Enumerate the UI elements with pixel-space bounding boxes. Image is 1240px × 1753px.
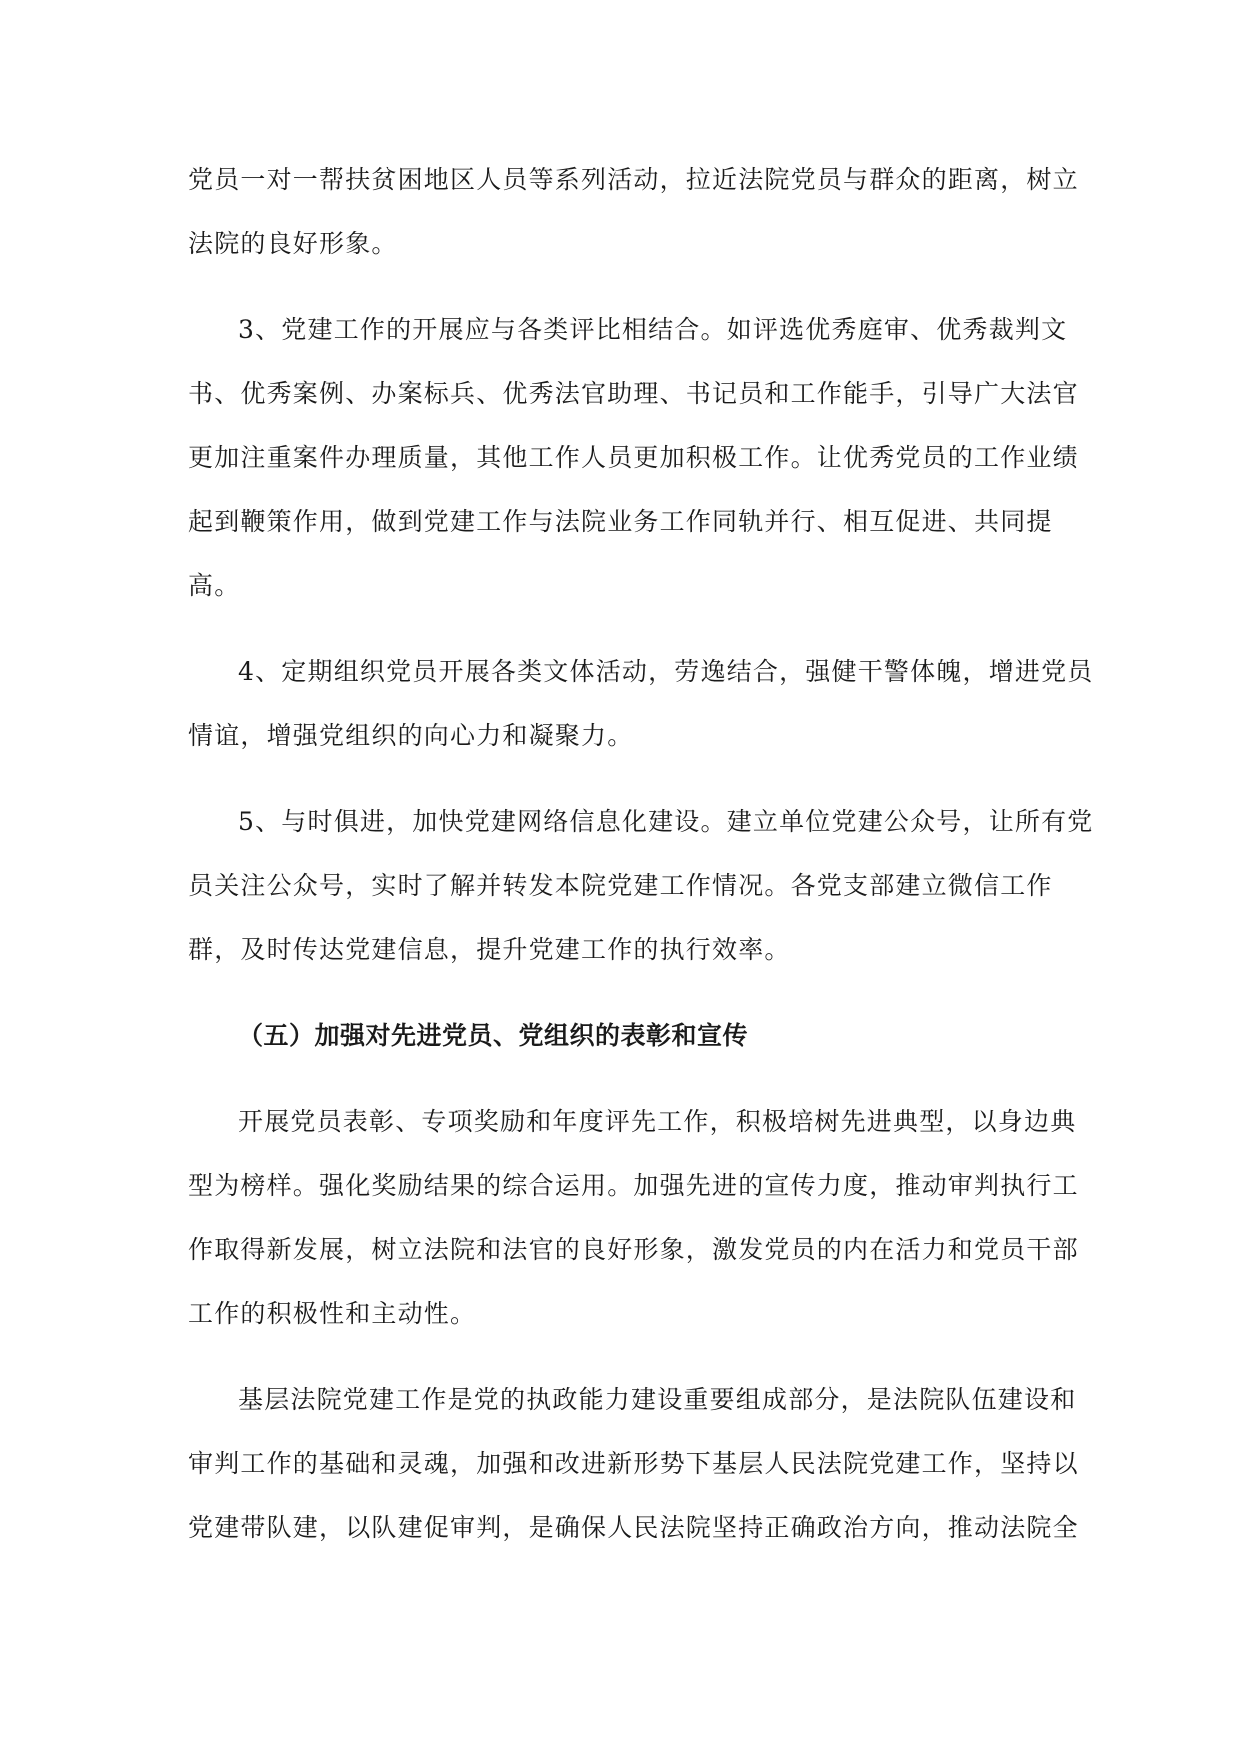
text-line: 党员一对一帮扶贫困地区人员等系列活动，拉近法院党员与群众的距离，树立 bbox=[188, 165, 1079, 194]
paragraph-1 bbox=[188, 148, 1079, 276]
section-heading bbox=[188, 1004, 1056, 1068]
paragraph-conclusion bbox=[188, 1368, 1079, 1560]
text-line: 开展党员表彰、专项奖励和年度评先工作，积极培树先进典型，以身边典 bbox=[238, 1107, 1077, 1136]
text-line: 5、与时俱进，加快党建网络信息化建设。建立单位党建公众号，让所有党 bbox=[238, 807, 1094, 836]
text-line: 审判工作的基础和灵魂，加强和改进新形势下基层人民法院党建工作，坚持以 bbox=[188, 1449, 1079, 1478]
text-line: 群，及时传达党建信息，提升党建工作的执行效率。 bbox=[188, 935, 791, 964]
text-line: 法院的良好形象。 bbox=[188, 229, 398, 258]
paragraph-item-3 bbox=[188, 298, 1079, 618]
text-line: 4、定期组织党员开展各类文体活动，劳逸结合，强健干警体魄，增进党员 bbox=[238, 657, 1094, 686]
heading-line: （五）加强对先进党员、党组织的表彰和宣传 bbox=[238, 1021, 749, 1050]
text-line: 起到鞭策作用，做到党建工作与法院业务工作同轨并行、相互促进、共同提 bbox=[188, 507, 1053, 536]
text-line: 作取得新发展，树立法院和法官的良好形象，激发党员的内在活力和党员干部 bbox=[188, 1235, 1079, 1264]
text-line: 3、党建工作的开展应与各类评比相结合。如评选优秀庭审、优秀裁判文 bbox=[238, 315, 1068, 344]
text-line: 工作的积极性和主动性。 bbox=[188, 1299, 477, 1328]
document-body bbox=[188, 148, 1094, 1582]
text-line: 更加注重案件办理质量，其他工作人员更加积极工作。让优秀党员的工作业绩 bbox=[188, 443, 1079, 472]
text-line: 书、优秀案例、办案标兵、优秀法官助理、书记员和工作能手，引导广大法官 bbox=[188, 379, 1079, 408]
text-line: 基层法院党建工作是党的执政能力建设重要组成部分，是法院队伍建设和 bbox=[238, 1385, 1077, 1414]
paragraph-item-4 bbox=[188, 640, 1094, 768]
text-line: 情谊，增强党组织的向心力和凝聚力。 bbox=[188, 721, 634, 750]
text-line: 党建带队建，以队建促审判，是确保人民法院坚持正确政治方向，推动法院全 bbox=[188, 1513, 1079, 1542]
paragraph-item-5 bbox=[188, 790, 1094, 982]
text-line: 高。 bbox=[188, 571, 241, 600]
paragraph-commendation bbox=[188, 1090, 1079, 1346]
text-line: 型为榜样。强化奖励结果的综合运用。加强先进的宣传力度，推动审判执行工 bbox=[188, 1171, 1079, 1200]
text-line: 员关注公众号，实时了解并转发本院党建工作情况。各党支部建立微信工作 bbox=[188, 871, 1053, 900]
